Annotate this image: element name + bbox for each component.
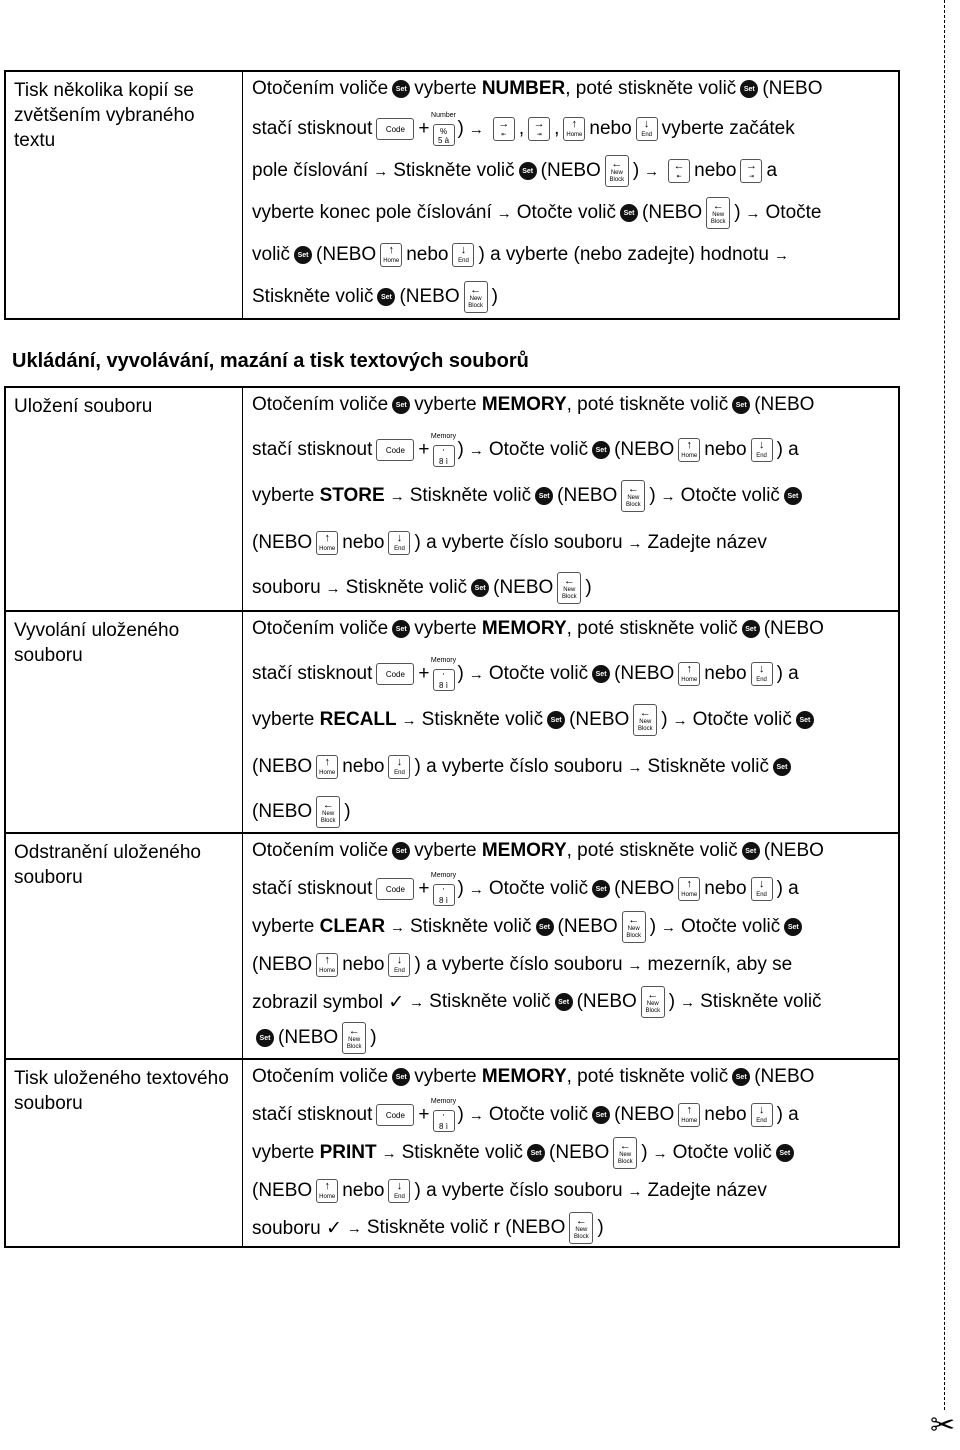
arrow-icon: →: [468, 880, 484, 898]
right-key-icon: → ⇥: [740, 159, 762, 183]
cut-line: [944, 0, 945, 1410]
new-block-key-icon: ← New Block: [342, 1022, 366, 1054]
print-line-3: vyberte PRINT → Stiskněte volič Set (NEBO ← New Block ) → Otočte volič Set: [252, 1138, 798, 1168]
numbering-line-4: vyberte konec pole číslování → Otočte volič Set (NEBO ← New Block ) → Otočte: [252, 198, 822, 228]
new-block-key-icon: ← New Block: [316, 796, 340, 828]
row-label: Tisk uloženého textového souboru: [14, 1068, 229, 1114]
set-dial-icon: Set: [732, 1068, 750, 1086]
set-dial-icon: Set: [740, 80, 758, 98]
new-block-key-icon: ← New Block: [621, 480, 645, 512]
store-line-4: (NEBO ↑ Home nebo ↓ End ) a vyberte číslo souboru → Zadejte název: [252, 532, 767, 553]
row-label: Uložení souboru: [14, 396, 153, 417]
set-dial-icon: Set: [377, 288, 395, 306]
set-dial-icon: Set: [742, 620, 760, 638]
code-key-icon: Code: [376, 878, 414, 900]
store-line-1: Otočením voliče Set vyberte MEMORY, poté tiskněte volič Set (NEBO: [252, 394, 815, 415]
keyword: STORE: [319, 485, 385, 506]
recall-line-3: vyberte RECALL → Stiskněte volič Set (NEBO ← New Block ) → Otočte volič Set: [252, 705, 818, 735]
section-heading: Ukládání, vyvolávání, mazání a tisk textových souborů: [12, 350, 529, 372]
set-dial-icon: Set: [776, 1144, 794, 1162]
arrow-icon: →: [652, 1144, 668, 1162]
scissors-icon: ✂: [930, 1409, 956, 1442]
store-line-5: souboru → Stiskněte volič Set (NEBO ← New Block ): [252, 573, 592, 603]
new-block-key-icon: ← New Block: [569, 1212, 593, 1244]
set-dial-icon: Set: [392, 620, 410, 638]
numbering-table: [4, 70, 900, 320]
print-line-5: souboru ✓ → Stiskněte volič r (NEBO ← New Block ): [252, 1213, 604, 1243]
set-dial-icon: Set: [773, 758, 791, 776]
arrow-icon: →: [390, 918, 406, 936]
arrow-icon: →: [627, 1182, 643, 1200]
tab-left-key-icon: → ⇤: [493, 117, 515, 141]
home-key-icon: ↑ Home: [678, 438, 700, 462]
arrow-icon: →: [373, 162, 389, 180]
set-dial-icon: Set: [471, 579, 489, 597]
home-key-icon: ↑ Home: [678, 877, 700, 901]
arrow-icon: →: [672, 711, 688, 729]
arrow-icon: →: [773, 246, 789, 264]
keyword: RECALL: [319, 709, 397, 730]
arrow-icon: →: [627, 534, 643, 552]
clear-line-1: Otočením voliče Set vyberte MEMORY, poté stiskněte volič Set (NEBO: [252, 840, 824, 861]
arrow-icon: →: [389, 487, 405, 505]
numbering-line-1: Otočením voliče Set vyberte NUMBER, poté stiskněte volič Set (NEBO: [252, 78, 823, 99]
arrow-icon: →: [409, 993, 425, 1011]
numbering-line-6: Stiskněte volič Set (NEBO ← New Block ): [252, 282, 498, 312]
home-key-icon: ↑ Home: [678, 1103, 700, 1127]
arrow-icon: →: [468, 441, 484, 459]
numbering-line-3: pole číslování → Stiskněte volič Set (NEBO ← New Block ) → ← ⇤ nebo → ⇥ a: [252, 156, 777, 186]
recall-line-5: (NEBO ← New Block ): [252, 797, 351, 827]
number-key-icon: Number % 5 à: [431, 112, 456, 145]
set-dial-icon: Set: [592, 1106, 610, 1124]
home-key-icon: ↑ Home: [678, 662, 700, 686]
arrow-icon: →: [401, 711, 417, 729]
set-dial-icon: Set: [256, 1029, 274, 1047]
arrow-icon: →: [346, 1219, 362, 1237]
set-dial-icon: Set: [547, 711, 565, 729]
new-block-key-icon: ← New Block: [706, 197, 730, 229]
set-dial-icon: Set: [784, 487, 802, 505]
memory-key-icon: Memory ' 8 ì: [430, 433, 457, 466]
code-key-icon: Code: [376, 439, 414, 461]
row-label-numbering: Tisk několika kopií se zvětšením vybraného textu: [14, 80, 195, 151]
table-row: [6, 388, 898, 610]
memory-key-icon: Memory ' 8 ì: [430, 1098, 457, 1131]
home-key-icon: ↑ Home: [316, 1179, 338, 1203]
clear-line-2: stačí stisknout Code + Memory ' 8 ì ) → Otočte volič Set (NEBO ↑ Home nebo ↓ End ) a: [252, 872, 799, 905]
new-block-key-icon: ← New Block: [622, 911, 646, 943]
print-line-4: (NEBO ↑ Home nebo ↓ End ) a vyberte číslo souboru → Zadejte název: [252, 1180, 767, 1201]
new-block-key-icon: ← New Block: [464, 281, 488, 313]
home-key-icon: ↑ Home: [316, 953, 338, 977]
arrow-icon: →: [627, 956, 643, 974]
table-row: [6, 1058, 898, 1246]
new-block-key-icon: ← New Block: [557, 572, 581, 604]
set-dial-icon: Set: [732, 396, 750, 414]
arrow-icon: →: [644, 162, 660, 180]
set-dial-icon: Set: [535, 487, 553, 505]
new-block-key-icon: ← New Block: [613, 1137, 637, 1169]
print-line-1: Otočením voliče Set vyberte MEMORY, poté tiskněte volič Set (NEBO: [252, 1066, 815, 1087]
clear-line-6: Set (NEBO ← New Block ): [252, 1023, 377, 1053]
set-dial-icon: Set: [742, 842, 760, 860]
keyword: CLEAR: [319, 916, 386, 937]
set-dial-icon: Set: [784, 918, 802, 936]
left-key-icon: ← ⇤: [668, 159, 690, 183]
table-row: [6, 610, 898, 832]
set-dial-icon: Set: [592, 880, 610, 898]
arrow-icon: →: [325, 579, 341, 597]
code-key-icon: Code: [376, 663, 414, 685]
arrow-icon: →: [660, 487, 676, 505]
end-key-icon: ↓ End: [452, 243, 474, 267]
row-label: Odstranění uloženého souboru: [14, 842, 201, 888]
new-block-key-icon: ← New Block: [633, 704, 657, 736]
home-key-icon: ↑ Home: [316, 531, 338, 555]
set-dial-icon: Set: [555, 993, 573, 1011]
end-key-icon: ↓ End: [751, 1103, 773, 1127]
set-dial-icon: Set: [620, 204, 638, 222]
set-dial-icon: Set: [796, 711, 814, 729]
set-dial-icon: Set: [392, 842, 410, 860]
end-key-icon: ↓ End: [751, 877, 773, 901]
clear-line-5: zobrazil symbol ✓ → Stiskněte volič Set (NEBO ← New Block ) → Stiskněte volič: [252, 987, 822, 1017]
recall-line-1: Otočením voliče Set vyberte MEMORY, poté stiskněte volič Set (NEBO: [252, 618, 824, 639]
arrow-icon: →: [381, 1144, 397, 1162]
recall-line-2: stačí stisknout Code + Memory ' 8 ì ) → Otočte volič Set (NEBO ↑ Home nebo ↓ End ) a: [252, 657, 799, 690]
clear-line-4: (NEBO ↑ Home nebo ↓ End ) a vyberte číslo souboru → mezerník, aby se: [252, 954, 793, 975]
arrow-icon: →: [661, 918, 677, 936]
store-line-3: vyberte STORE → Stiskněte volič Set (NEBO ← New Block ) → Otočte volič Set: [252, 481, 806, 511]
set-dial-icon: Set: [294, 246, 312, 264]
memory-key-icon: Memory ' 8 ì: [430, 657, 457, 690]
arrow-icon: →: [468, 1106, 484, 1124]
set-dial-icon: Set: [519, 162, 537, 180]
memory-key-icon: Memory ' 8 ì: [430, 872, 457, 905]
set-dial-icon: Set: [392, 396, 410, 414]
end-key-icon: ↓ End: [388, 953, 410, 977]
end-key-icon: ↓ End: [751, 662, 773, 686]
arrow-icon: →: [468, 120, 484, 138]
arrow-icon: →: [627, 758, 643, 776]
set-dial-icon: Set: [392, 1068, 410, 1086]
new-block-key-icon: ← New Block: [605, 155, 629, 187]
clear-line-3: vyberte CLEAR → Stiskněte volič Set (NEBO ← New Block ) → Otočte volič Set: [252, 912, 806, 942]
set-dial-icon: Set: [592, 665, 610, 683]
set-dial-icon: Set: [592, 441, 610, 459]
home-key-icon: ↑ Home: [380, 243, 402, 267]
end-key-icon: ↓ End: [388, 1179, 410, 1203]
keyword: PRINT: [319, 1142, 377, 1163]
column-divider: [242, 72, 243, 318]
end-key-icon: ↓ End: [636, 117, 658, 141]
row-label: Vyvolání uloženého souboru: [14, 620, 180, 666]
set-dial-icon: Set: [392, 80, 410, 98]
arrow-icon: →: [745, 204, 761, 222]
tab-right-key-icon: → ⇥: [528, 117, 550, 141]
code-key-icon: Code: [376, 118, 414, 140]
home-key-icon: ↑ Home: [316, 755, 338, 779]
recall-line-4: (NEBO ↑ Home nebo ↓ End ) a vyberte číslo souboru → Stiskněte volič Set: [252, 752, 795, 782]
arrow-icon: →: [496, 204, 512, 222]
new-block-key-icon: ← New Block: [641, 986, 665, 1018]
print-line-2: stačí stisknout Code + Memory ' 8 ì ) → Otočte volič Set (NEBO ↑ Home nebo ↓ End ) a: [252, 1098, 799, 1131]
numbering-line-5: volič Set (NEBO ↑ Home nebo ↓ End ) a vyberte (nebo zadejte) hodnotu →: [252, 244, 789, 265]
end-key-icon: ↓ End: [388, 755, 410, 779]
numbering-line-2: stačí stisknout Code + Number % 5 à ) → → ⇤ , → ⇥ , ↑ Home nebo ↓ End vyberte začátek: [252, 112, 795, 145]
end-key-icon: ↓ End: [751, 438, 773, 462]
arrow-icon: →: [468, 665, 484, 683]
end-key-icon: ↓ End: [388, 531, 410, 555]
table-row: [6, 832, 898, 1058]
file-operations-table: [4, 386, 900, 1248]
arrow-icon: →: [680, 993, 696, 1011]
set-dial-icon: Set: [536, 918, 554, 936]
code-key-icon: Code: [376, 1104, 414, 1126]
home-key-icon: ↑ Home: [563, 117, 585, 141]
store-line-2: stačí stisknout Code + Memory ' 8 ì ) → Otočte volič Set (NEBO ↑ Home nebo ↓ End ) a: [252, 433, 799, 466]
set-dial-icon: Set: [527, 1144, 545, 1162]
